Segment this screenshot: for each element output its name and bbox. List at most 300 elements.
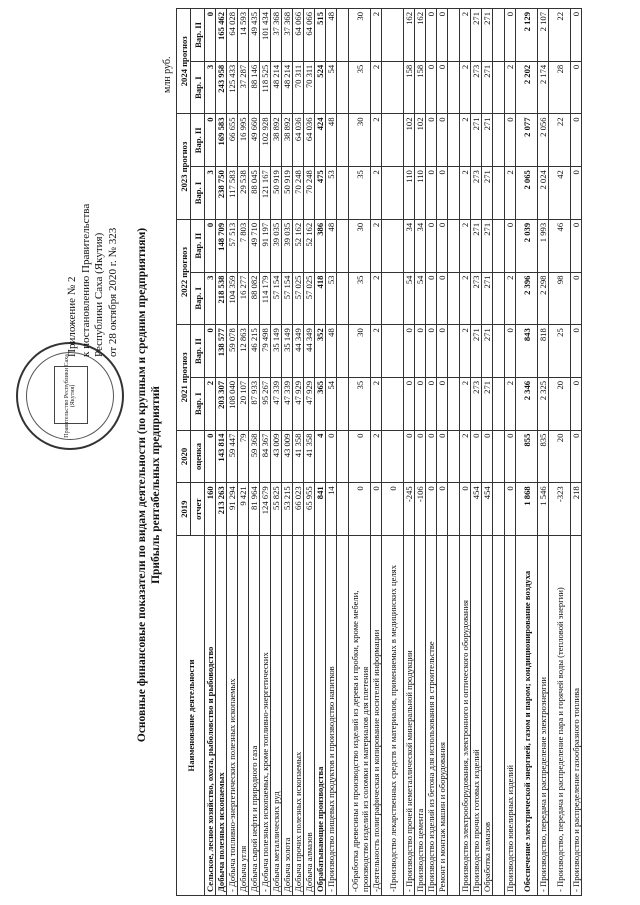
cell-value: 0 <box>437 377 448 430</box>
cell-value: 59 368 <box>249 430 260 483</box>
cell-value: 271 <box>471 219 482 272</box>
table-row <box>238 9 249 896</box>
table-row <box>538 9 549 896</box>
row-name: - Производство, передача и распределение электроэнергии <box>538 536 549 896</box>
cell-value <box>493 430 505 483</box>
cell-value: 84 367 <box>260 430 271 483</box>
cell-value <box>493 61 505 114</box>
table-row <box>493 9 505 896</box>
cell-value: 0 <box>505 325 516 378</box>
cell-value: 3 <box>205 61 216 114</box>
cell-value: 0 <box>571 430 582 483</box>
cell-value: 101 434 <box>260 9 271 62</box>
cell-value: 3 <box>205 272 216 325</box>
table-body <box>205 9 582 896</box>
row-name: - Производство пищевых продуктов и производство напитков <box>326 536 337 896</box>
cell-value: 2 202 <box>516 61 538 114</box>
cell-value: 165 462 <box>216 9 227 62</box>
cell-value: 2 056 <box>538 114 549 167</box>
cell-value: 2 396 <box>516 272 538 325</box>
cell-value: 65 955 <box>304 483 315 536</box>
row-name: Добыча сырой нефти и природного газа <box>249 536 260 896</box>
cell-value <box>493 483 505 536</box>
cell-value: 64 066 <box>293 9 304 62</box>
cell-value: 203 307 <box>216 377 227 430</box>
cell-value: 238 750 <box>216 167 227 220</box>
cell-value: 4 <box>315 430 326 483</box>
cell-value <box>448 61 460 114</box>
header-var1: Вар. I <box>191 377 205 430</box>
cell-value: 0 <box>437 167 448 220</box>
cell-value: 2 065 <box>516 167 538 220</box>
row-name: Производство цемента <box>415 536 426 896</box>
cell-value: 418 <box>315 272 326 325</box>
cell-value: 28 <box>549 61 571 114</box>
row-name: Добыча металлических руд <box>271 536 282 896</box>
document-title <box>135 165 163 805</box>
cell-value: 365 <box>315 377 326 430</box>
cell-value: 117 583 <box>227 167 238 220</box>
row-name: Добыча золота <box>282 536 293 896</box>
header-2023: 2023 прогноз <box>177 114 191 219</box>
cell-value: 2 <box>460 114 471 167</box>
row-name: Добыча угля <box>238 536 249 896</box>
header-2024: 2024 прогноз <box>177 9 191 115</box>
cell-value: 162 <box>404 9 415 62</box>
official-seal <box>16 342 124 450</box>
cell-value: 91 197 <box>260 219 271 272</box>
cell-value: 110 <box>404 167 415 220</box>
cell-value: 3 <box>205 167 216 220</box>
cell-value: 0 <box>505 483 516 536</box>
cell-value: 7 803 <box>238 219 249 272</box>
cell-value: 0 <box>349 483 371 536</box>
cell-value <box>493 114 505 167</box>
cell-value: 64 066 <box>304 9 315 62</box>
cell-value: -323 <box>549 483 571 536</box>
cell-value <box>448 272 460 325</box>
cell-value <box>493 9 505 62</box>
row-name: Сельское, лесное хозяйство, охота, рыболовство и рыбоводство <box>205 536 216 896</box>
cell-value: 50 919 <box>271 167 282 220</box>
cell-value: 271 <box>482 114 493 167</box>
row-name <box>448 536 460 896</box>
cell-value: 34 <box>415 219 426 272</box>
cell-value <box>493 219 505 272</box>
cell-value: 95 267 <box>260 377 271 430</box>
cell-value: 2 <box>460 272 471 325</box>
cell-value <box>337 272 349 325</box>
cell-value: 59 447 <box>227 430 238 483</box>
table-row <box>505 9 516 896</box>
row-name: Производство прочих готовых изделий <box>471 536 482 896</box>
table-row <box>326 9 337 896</box>
cell-value: 37 368 <box>271 9 282 62</box>
cell-value: 0 <box>571 219 582 272</box>
cell-value: 0 <box>426 219 437 272</box>
cell-value: 2 <box>505 377 516 430</box>
cell-value: 46 <box>549 219 571 272</box>
cell-value <box>337 167 349 220</box>
cell-value: 218 538 <box>216 272 227 325</box>
cell-value: 1 993 <box>538 219 549 272</box>
cell-value <box>382 9 404 62</box>
row-name: Обработка алмазов <box>482 536 493 896</box>
table-row <box>337 9 349 896</box>
cell-value: 42 <box>549 167 571 220</box>
cell-value: 12 863 <box>238 325 249 378</box>
cell-value: 34 <box>404 219 415 272</box>
cell-value: 243 958 <box>216 61 227 114</box>
cell-value: 57 025 <box>293 272 304 325</box>
cell-value: 0 <box>426 114 437 167</box>
row-name: - Добыча топливно-энергетических полезных ископаемых <box>227 536 238 896</box>
row-name <box>493 536 505 896</box>
cell-value: 22 <box>549 114 571 167</box>
cell-value: 2 107 <box>538 9 549 62</box>
cell-value: 88 146 <box>249 61 260 114</box>
cell-value: 271 <box>482 219 493 272</box>
header-var2: Вар. II <box>191 9 205 62</box>
cell-value: 48 <box>326 114 337 167</box>
cell-value <box>382 114 404 167</box>
cell-value: 0 <box>437 9 448 62</box>
cell-value: 39 035 <box>282 219 293 272</box>
cell-value: 16 277 <box>238 272 249 325</box>
cell-value: 57 154 <box>271 272 282 325</box>
cell-value: 43 009 <box>282 430 293 483</box>
cell-value: 2 <box>371 61 382 114</box>
table-row <box>349 9 371 896</box>
cell-value: 841 <box>315 483 326 536</box>
cell-value <box>448 325 460 378</box>
cell-value: 158 <box>404 61 415 114</box>
table-row <box>382 9 404 896</box>
cell-value: 0 <box>426 430 437 483</box>
cell-value: 515 <box>315 9 326 62</box>
table-row <box>482 9 493 896</box>
table-row <box>315 9 326 896</box>
cell-value: 70 248 <box>293 167 304 220</box>
cell-value: 70 248 <box>304 167 315 220</box>
cell-value: 1 546 <box>538 483 549 536</box>
cell-value: 1 868 <box>516 483 538 536</box>
cell-value <box>337 483 349 536</box>
cell-value: 53 215 <box>282 483 293 536</box>
cell-value: 0 <box>505 219 516 272</box>
unit-label: млн руб. <box>162 56 173 93</box>
table-row <box>249 9 260 896</box>
row-name: Обеспечение электрической энергией, газом и паром; кондиционирование воздуха <box>516 536 538 896</box>
cell-value: 14 593 <box>238 9 249 62</box>
header-line: от 28 октября 2020 г. № 323 <box>106 227 119 357</box>
header-2020: 2020 <box>177 430 191 483</box>
cell-value: 0 <box>205 430 216 483</box>
cell-value: 2 <box>505 272 516 325</box>
cell-value: 454 <box>482 483 493 536</box>
header-var1: Вар. I <box>191 61 205 114</box>
cell-value: 138 577 <box>216 325 227 378</box>
cell-value: 46 215 <box>249 325 260 378</box>
cell-value: 2 <box>371 325 382 378</box>
cell-value: 2 <box>371 219 382 272</box>
cell-value: 35 <box>349 167 371 220</box>
cell-value: 53 <box>326 167 337 220</box>
cell-value: 50 919 <box>282 167 293 220</box>
cell-value <box>448 114 460 167</box>
cell-value: 25 <box>549 325 571 378</box>
cell-value: 143 814 <box>216 430 227 483</box>
cell-value: 0 <box>426 272 437 325</box>
cell-value <box>337 61 349 114</box>
cell-value: 2 <box>505 167 516 220</box>
cell-value: 0 <box>505 9 516 62</box>
cell-value: 49 710 <box>249 219 260 272</box>
cell-value: 835 <box>538 430 549 483</box>
cell-value <box>382 61 404 114</box>
table-row <box>205 9 216 896</box>
cell-value: 114 179 <box>260 272 271 325</box>
cell-value: 2 <box>371 114 382 167</box>
cell-value: 104 359 <box>227 272 238 325</box>
header-var2: Вар. II <box>191 325 205 378</box>
header-2021: 2021 прогноз <box>177 325 191 430</box>
cell-value: 475 <box>315 167 326 220</box>
cell-value: 9 421 <box>238 483 249 536</box>
cell-value: 48 <box>326 9 337 62</box>
cell-value: 38 892 <box>282 114 293 167</box>
cell-value: 0 <box>571 61 582 114</box>
cell-value: 2 <box>205 377 216 430</box>
cell-value: 0 <box>571 167 582 220</box>
cell-value: 0 <box>205 219 216 272</box>
table-row <box>549 9 571 896</box>
cell-value: 0 <box>404 377 415 430</box>
cell-value: 2 <box>371 272 382 325</box>
cell-value: 49 660 <box>249 114 260 167</box>
cell-value: 35 <box>349 61 371 114</box>
cell-value <box>337 325 349 378</box>
cell-value: 30 <box>349 325 371 378</box>
cell-value: 37 368 <box>282 9 293 62</box>
cell-value: 273 <box>471 272 482 325</box>
row-name: -Производство лекарственных средств и материалов, применяемых в медицинских целях <box>382 536 404 896</box>
cell-value <box>493 325 505 378</box>
cell-value <box>382 272 404 325</box>
cell-value: 124 679 <box>260 483 271 536</box>
cell-value <box>493 377 505 430</box>
cell-value: 271 <box>482 167 493 220</box>
row-name: -Обработка древесины и производство изделий из дерева и пробки, кроме мебели, производство изделий из соломки и материалов для плетения <box>349 536 371 896</box>
cell-value: 49 435 <box>249 9 260 62</box>
cell-value: 102 928 <box>260 114 271 167</box>
cell-value: 35 <box>349 377 371 430</box>
cell-value: 52 162 <box>293 219 304 272</box>
cell-value: 273 <box>471 61 482 114</box>
cell-value: 0 <box>437 483 448 536</box>
cell-value: 2 <box>460 377 471 430</box>
cell-value: 271 <box>482 272 493 325</box>
cell-value: 0 <box>326 430 337 483</box>
table-row <box>404 9 415 896</box>
row-name: Обрабатывающие производства <box>315 536 326 896</box>
cell-value: 47 339 <box>282 377 293 430</box>
cell-value: 108 040 <box>227 377 238 430</box>
cell-value: 98 <box>549 272 571 325</box>
cell-value: 0 <box>437 114 448 167</box>
table-row <box>271 9 282 896</box>
cell-value: 0 <box>571 9 582 62</box>
cell-value: 35 <box>349 272 371 325</box>
cell-value: 0 <box>505 114 516 167</box>
header-activity-name: Наименование деятельности <box>177 536 205 896</box>
cell-value <box>337 377 349 430</box>
cell-value <box>382 377 404 430</box>
cell-value: 424 <box>315 114 326 167</box>
cell-value: 2 <box>371 377 382 430</box>
cell-value: 273 <box>471 167 482 220</box>
table-row <box>282 9 293 896</box>
table-row <box>227 9 238 896</box>
cell-value: 16 995 <box>238 114 249 167</box>
cell-value: 818 <box>538 325 549 378</box>
cell-value: 0 <box>437 325 448 378</box>
cell-value: 0 <box>382 483 404 536</box>
cell-value: 57 025 <box>304 272 315 325</box>
cell-value: 0 <box>426 483 437 536</box>
header-report: отчет <box>191 483 205 536</box>
cell-value: 273 <box>471 377 482 430</box>
header-line: Приложение № 2 <box>66 276 78 357</box>
cell-value: 0 <box>571 272 582 325</box>
cell-value: 0 <box>404 325 415 378</box>
header-var1: Вар. I <box>191 272 205 325</box>
cell-value: 87 933 <box>249 377 260 430</box>
cell-value: 44 349 <box>293 325 304 378</box>
cell-value: 855 <box>516 430 538 483</box>
cell-value: 53 <box>326 272 337 325</box>
cell-value: 57 154 <box>282 272 293 325</box>
cell-value <box>448 430 460 483</box>
cell-value: 0 <box>426 61 437 114</box>
cell-value: 47 929 <box>293 377 304 430</box>
cell-value: 91 294 <box>227 483 238 536</box>
cell-value: 41 358 <box>293 430 304 483</box>
cell-value: 79 498 <box>260 325 271 378</box>
cell-value: 64 036 <box>293 114 304 167</box>
cell-value: 0 <box>460 483 471 536</box>
cell-value: 88 045 <box>249 167 260 220</box>
cell-value: 125 433 <box>227 61 238 114</box>
cell-value: 54 <box>326 377 337 430</box>
cell-value: 2 <box>460 325 471 378</box>
cell-value: 35 149 <box>271 325 282 378</box>
cell-value: 41 358 <box>304 430 315 483</box>
cell-value: 843 <box>516 325 538 378</box>
cell-value: 118 525 <box>260 61 271 114</box>
seal-text: Правительство Республики Саха (Якутия) <box>64 354 76 438</box>
cell-value: 55 825 <box>271 483 282 536</box>
cell-value: 0 <box>415 430 426 483</box>
cell-value: 0 <box>404 430 415 483</box>
cell-value <box>448 483 460 536</box>
cell-value: -245 <box>404 483 415 536</box>
cell-value: 30 <box>349 114 371 167</box>
cell-value: 81 964 <box>249 483 260 536</box>
cell-value: 271 <box>482 325 493 378</box>
row-name: Производство ювелирных изделий <box>505 536 516 896</box>
header-line: к постановлению Правительства <box>79 203 92 357</box>
cell-value: 2 325 <box>538 377 549 430</box>
cell-value <box>337 430 349 483</box>
cell-value <box>382 430 404 483</box>
cell-value: 20 107 <box>238 377 249 430</box>
cell-value: 2 039 <box>516 219 538 272</box>
cell-value <box>493 167 505 220</box>
table-row <box>293 9 304 896</box>
cell-value: 48 <box>326 325 337 378</box>
cell-value: 54 <box>415 272 426 325</box>
row-name: Добыча прочих полезных ископаемых <box>293 536 304 896</box>
cell-value: 66 023 <box>293 483 304 536</box>
cell-value: 158 <box>415 61 426 114</box>
cell-value: 20 <box>549 377 571 430</box>
cell-value: 47 339 <box>271 377 282 430</box>
cell-value <box>337 219 349 272</box>
cell-value: 2 <box>371 9 382 62</box>
cell-value: 0 <box>426 377 437 430</box>
cell-value: 0 <box>205 325 216 378</box>
cell-value: 454 <box>471 483 482 536</box>
cell-value: 35 149 <box>282 325 293 378</box>
cell-value: 160 <box>205 483 216 536</box>
cell-value: 2 174 <box>538 61 549 114</box>
cell-value: 110 <box>415 167 426 220</box>
cell-value: 2 346 <box>516 377 538 430</box>
cell-value: 0 <box>505 430 516 483</box>
table-row <box>371 9 382 896</box>
cell-value: 2 298 <box>538 272 549 325</box>
table-row <box>448 9 460 896</box>
row-name: Ремонт и монтаж машин и оборудования <box>437 536 448 896</box>
table-row <box>426 9 437 896</box>
cell-value: 30 <box>349 9 371 62</box>
cell-value: 2 <box>460 219 471 272</box>
cell-value: 271 <box>482 377 493 430</box>
cell-value <box>382 219 404 272</box>
header-var2: Вар. II <box>191 114 205 167</box>
header-estimate: оценка <box>191 430 205 483</box>
cell-value: 0 <box>437 61 448 114</box>
cell-value: 524 <box>315 61 326 114</box>
cell-value: 79 <box>238 430 249 483</box>
cell-value: 271 <box>482 61 493 114</box>
cell-value: 0 <box>437 272 448 325</box>
cell-value: 43 009 <box>271 430 282 483</box>
table-row <box>216 9 227 896</box>
cell-value: 0 <box>571 325 582 378</box>
cell-value: 213 263 <box>216 483 227 536</box>
cell-value: 2 <box>460 430 471 483</box>
cell-value: 48 <box>326 219 337 272</box>
cell-value <box>337 9 349 62</box>
cell-value: 70 311 <box>293 61 304 114</box>
cell-value: 48 214 <box>282 61 293 114</box>
row-name <box>337 536 349 896</box>
cell-value: 0 <box>415 377 426 430</box>
cell-value <box>337 114 349 167</box>
cell-value: 14 <box>326 483 337 536</box>
